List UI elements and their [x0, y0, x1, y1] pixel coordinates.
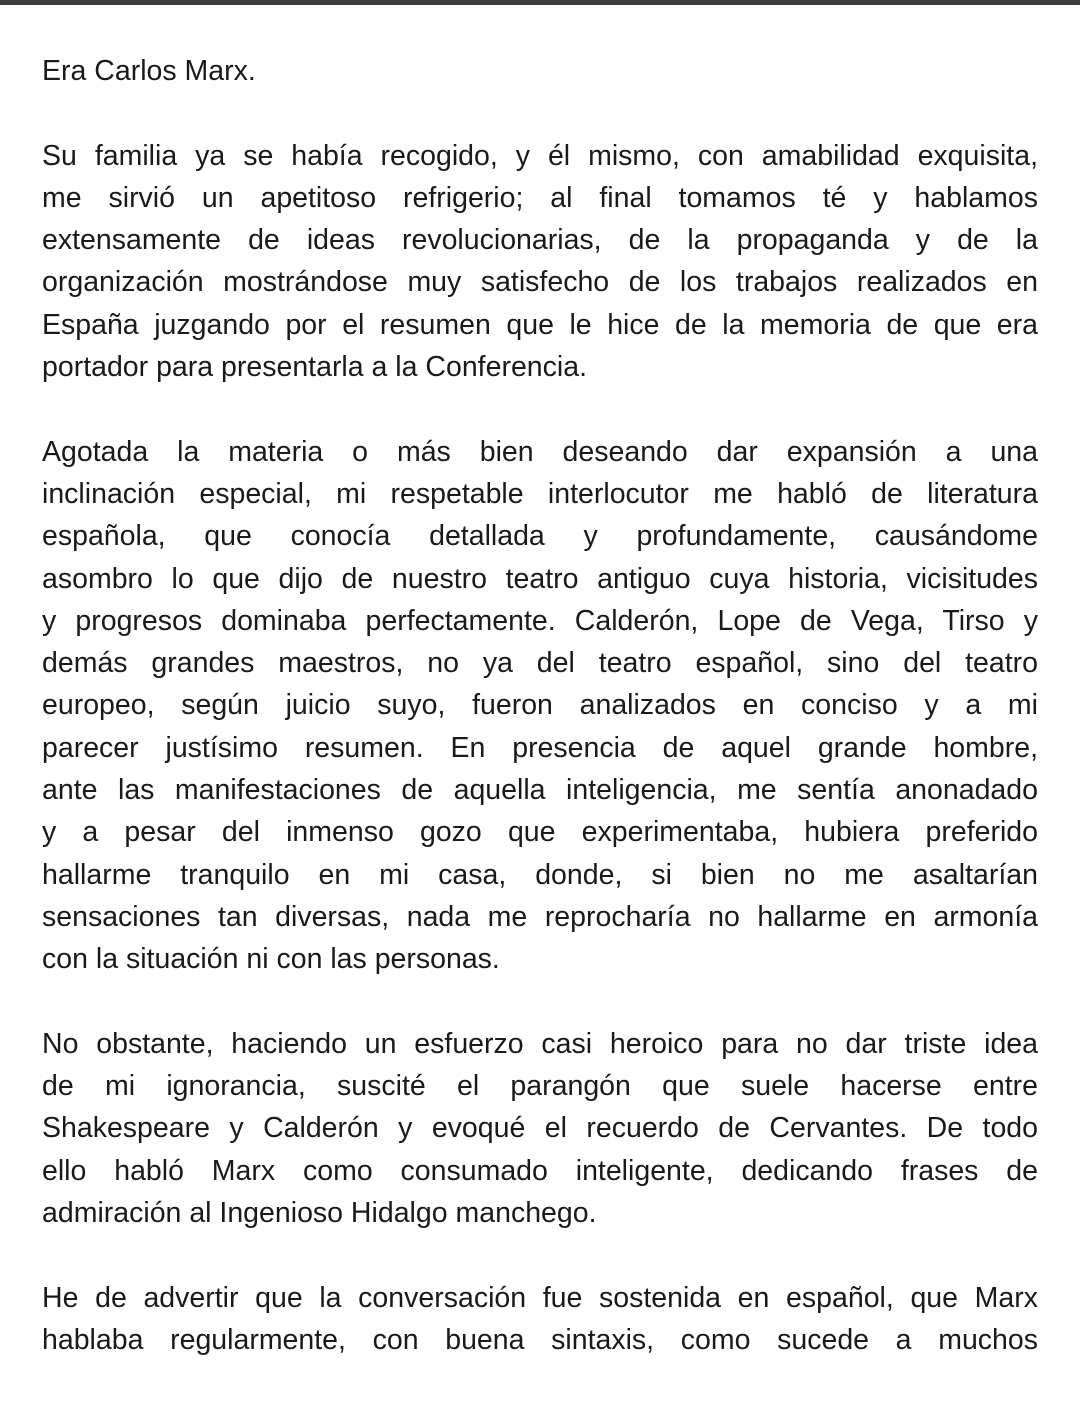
paragraph-2 [42, 135, 1038, 389]
text-line: He de advertir que la conversación fue sostenida en español, que Marx [42, 1281, 1038, 1314]
paragraph-1 [42, 50, 1038, 92]
text-line: con la situación ni con las personas. [42, 943, 500, 976]
paragraph-5 [42, 1277, 1038, 1362]
text-line: España juzgando por el resumen que le hice de la memoria de que era [42, 308, 1038, 341]
text-line: demás grandes maestros, no ya del teatro español, sino del teatro [42, 647, 1038, 680]
document-page [42, 50, 1038, 1404]
text-line: organización mostrándose muy satisfecho de los trabajos realizados en [42, 266, 1038, 299]
text-line: asombro lo que dijo de nuestro teatro antiguo cuya historia, vicisitudes [42, 562, 1038, 595]
text-line: inclinación especial, mi respetable interlocutor me habló de literatura [42, 477, 1038, 510]
text-line: hablaba regularmente, con buena sintaxis, como sucede a muchos [42, 1323, 1038, 1356]
paragraph-4 [42, 1023, 1038, 1234]
text-line: y progresos dominaba perfectamente. Calderón, Lope de Vega, Tirso y [42, 604, 1038, 637]
text-line: No obstante, haciendo un esfuerzo casi heroico para no dar triste idea [42, 1027, 1038, 1060]
text-line: Era Carlos Marx. [42, 55, 256, 87]
text-line: española, que conocía detallada y profundamente, causándome [42, 520, 1038, 553]
text-line: de mi ignorancia, suscité el parangón que suele hacerse entre [42, 1070, 1038, 1103]
text-line: hallarme tranquilo en mi casa, donde, si bien no me asaltarían [42, 858, 1038, 891]
text-line: y a pesar del inmenso gozo que experimentaba, hubiera preferido [42, 816, 1038, 849]
text-line: Agotada la materia o más bien deseando dar expansión a una [42, 435, 1038, 468]
text-line: portador para presentarla a la Conferencia. [42, 351, 587, 384]
text-line: admiración al Ingenioso Hidalgo manchego. [42, 1197, 597, 1230]
paragraph-3 [42, 431, 1038, 981]
text-line: Su familia ya se había recogido, y él mismo, con amabilidad exquisita, [42, 139, 1038, 172]
text-line: Shakespeare y Calderón y evoqué el recuerdo de Cervantes. De todo [42, 1112, 1038, 1145]
text-line: ello habló Marx como consumado inteligente, dedicando frases de [42, 1154, 1038, 1187]
text-line: ante las manifestaciones de aquella inteligencia, me sentía anonadado [42, 774, 1038, 807]
text-line: europeo, según juicio suyo, fueron analizados en conciso y a mi [42, 689, 1038, 722]
text-line: me sirvió un apetitoso refrigerio; al final tomamos té y hablamos [42, 181, 1038, 214]
text-line: parecer justísimo resumen. En presencia de aquel grande hombre, [42, 731, 1038, 764]
text-line: extensamente de ideas revolucionarias, de la propaganda y de la [42, 224, 1038, 257]
text-line: sensaciones tan diversas, nada me reprocharía no hallarme en armonía [42, 900, 1038, 933]
top-border-bar [0, 0, 1080, 5]
